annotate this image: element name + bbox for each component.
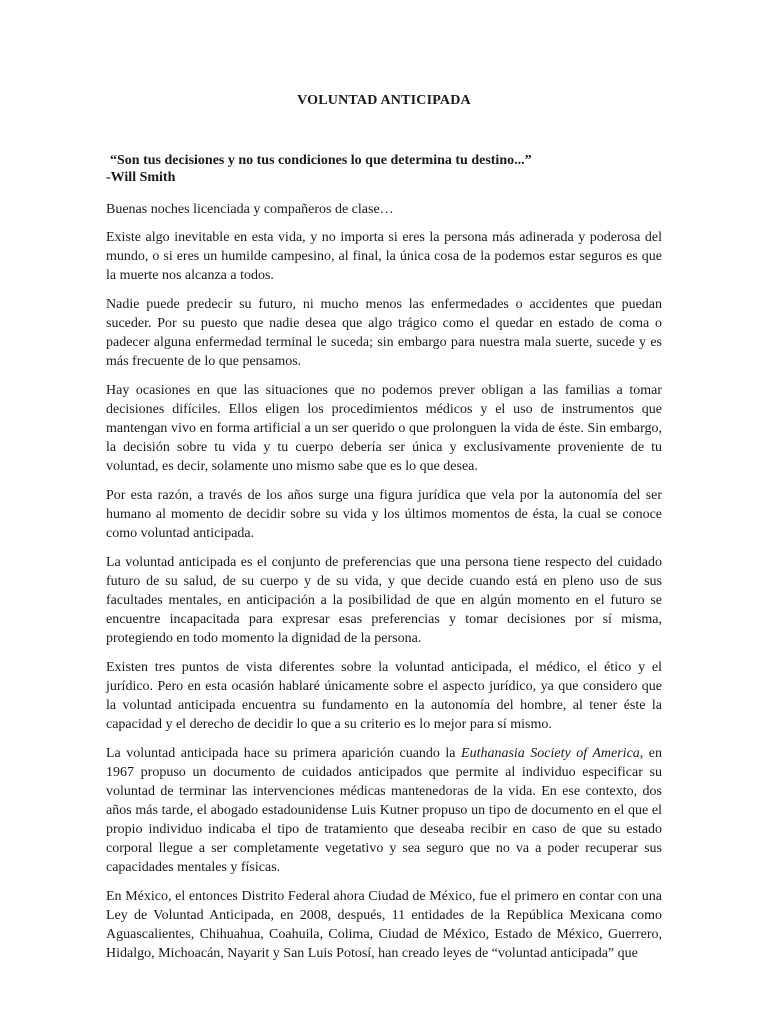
quote-text: “Son tus decisiones y no tus condiciones lo que determina tu destino...” xyxy=(110,153,532,168)
document-body xyxy=(106,200,662,973)
paragraph-5: La voluntad anticipada es el conjunto de preferencias que una persona tiene respecto del cuidado futuro de su salud, de su cuerpo y de su vida, y que decide cuando está en pleno uso de sus facultades mentales, en anticipación a la posibilidad de que en algún momento en el futuro se encuentre incapacitada para expresar esas preferencias y tomar decisiones por sí misma, protegiendo en todo momento la dignidad de la persona. xyxy=(106,555,662,646)
paragraph-4: Por esta razón, a través de los años surge una figura jurídica que vela por la autonomía del ser humano al momento de decidir sobre su vida y los últimos momentos de ésta, la cual se conoce como voluntad anticipada. xyxy=(106,488,662,541)
paragraph-7 xyxy=(106,744,662,877)
document-title: VOLUNTAD ANTICIPADA xyxy=(297,93,471,108)
paragraph-8: En México, el entonces Distrito Federal ahora Ciudad de México, fue el primero en contar con una Ley de Voluntad Anticipada, en 2008, después, 11 entidades de la República Mexicana como Aguascalientes, Chihuahua, Coahuila, Colima, Ciudad de México, Estado de México, Guerrero, Hidalgo, Michoacán, Nayarit y San Luis Potosí, han creado leyes de “voluntad anticipada” que xyxy=(106,889,662,961)
epigraph-quote xyxy=(106,152,662,186)
paragraph-7-after: , en 1967 propuso un documento de cuidados anticipados que permite al individuo especificar su voluntad de terminar las intervenciones médicas mantenedoras de la vida. En ese contexto, dos años más tarde, el abogado estadounidense Luis Kutner propuso un tipo de documento en el que el propio individuo indicaba el tipo de tratamiento que deseaba recibir en caso de que su estado corporal llegue a ser completamente vegetativo y sea seguro que no va a poder recuperar sus capacidades mentales y físicas. xyxy=(106,746,662,875)
paragraph-7-before: La voluntad anticipada hace su primera aparición cuando la xyxy=(106,746,462,761)
paragraph-3: Hay ocasiones en que las situaciones que no podemos prever obligan a las familias a tomar decisiones difíciles. Ellos eligen los procedimientos médicos y el uso de instrumentos que mantengan vivo en forma artificial a un ser querido o que prolonguen la vida de éste. Sin embargo, la decisión sobre tu vida y tu cuerpo debería ser única y exclusivamente proveniente de tu voluntad, es decir, solamente uno mismo sabe que es lo que desea. xyxy=(106,383,662,474)
quote-author: -Will Smith xyxy=(106,170,176,185)
paragraph-2: Nadie puede predecir su futuro, ni mucho menos las enfermedades o accidentes que puedan suceder. Por su puesto que nadie desea que algo trágico como el quedar en estado de coma o padecer alguna enfermedad terminal le suceda; sin embargo para nuestra mala suerte, sucede y es más frecuente de lo que pensamos. xyxy=(106,297,662,369)
organization-name: Euthanasia Society of America xyxy=(461,746,640,761)
greeting-paragraph: Buenas noches licenciada y compañeros de clase… xyxy=(106,202,394,217)
paragraph-6: Existen tres puntos de vista diferentes sobre la voluntad anticipada, el médico, el ético y el jurídico. Pero en esta ocasión hablaré únicamente sobre el aspecto jurídico, ya que considero que la voluntad anticipada encuentra su fundamento en la autonomía del hombre, al tener éste la capacidad y el derecho de decidir lo que a su criterio es lo mejor para sí mismo. xyxy=(106,660,662,732)
paragraph-1: Existe algo inevitable en esta vida, y no importa si eres la persona más adinerada y poderosa del mundo, o si eres un humilde campesino, al final, la única cosa de la podemos estar seguros es que la muerte nos alcanza a todos. xyxy=(106,230,662,283)
